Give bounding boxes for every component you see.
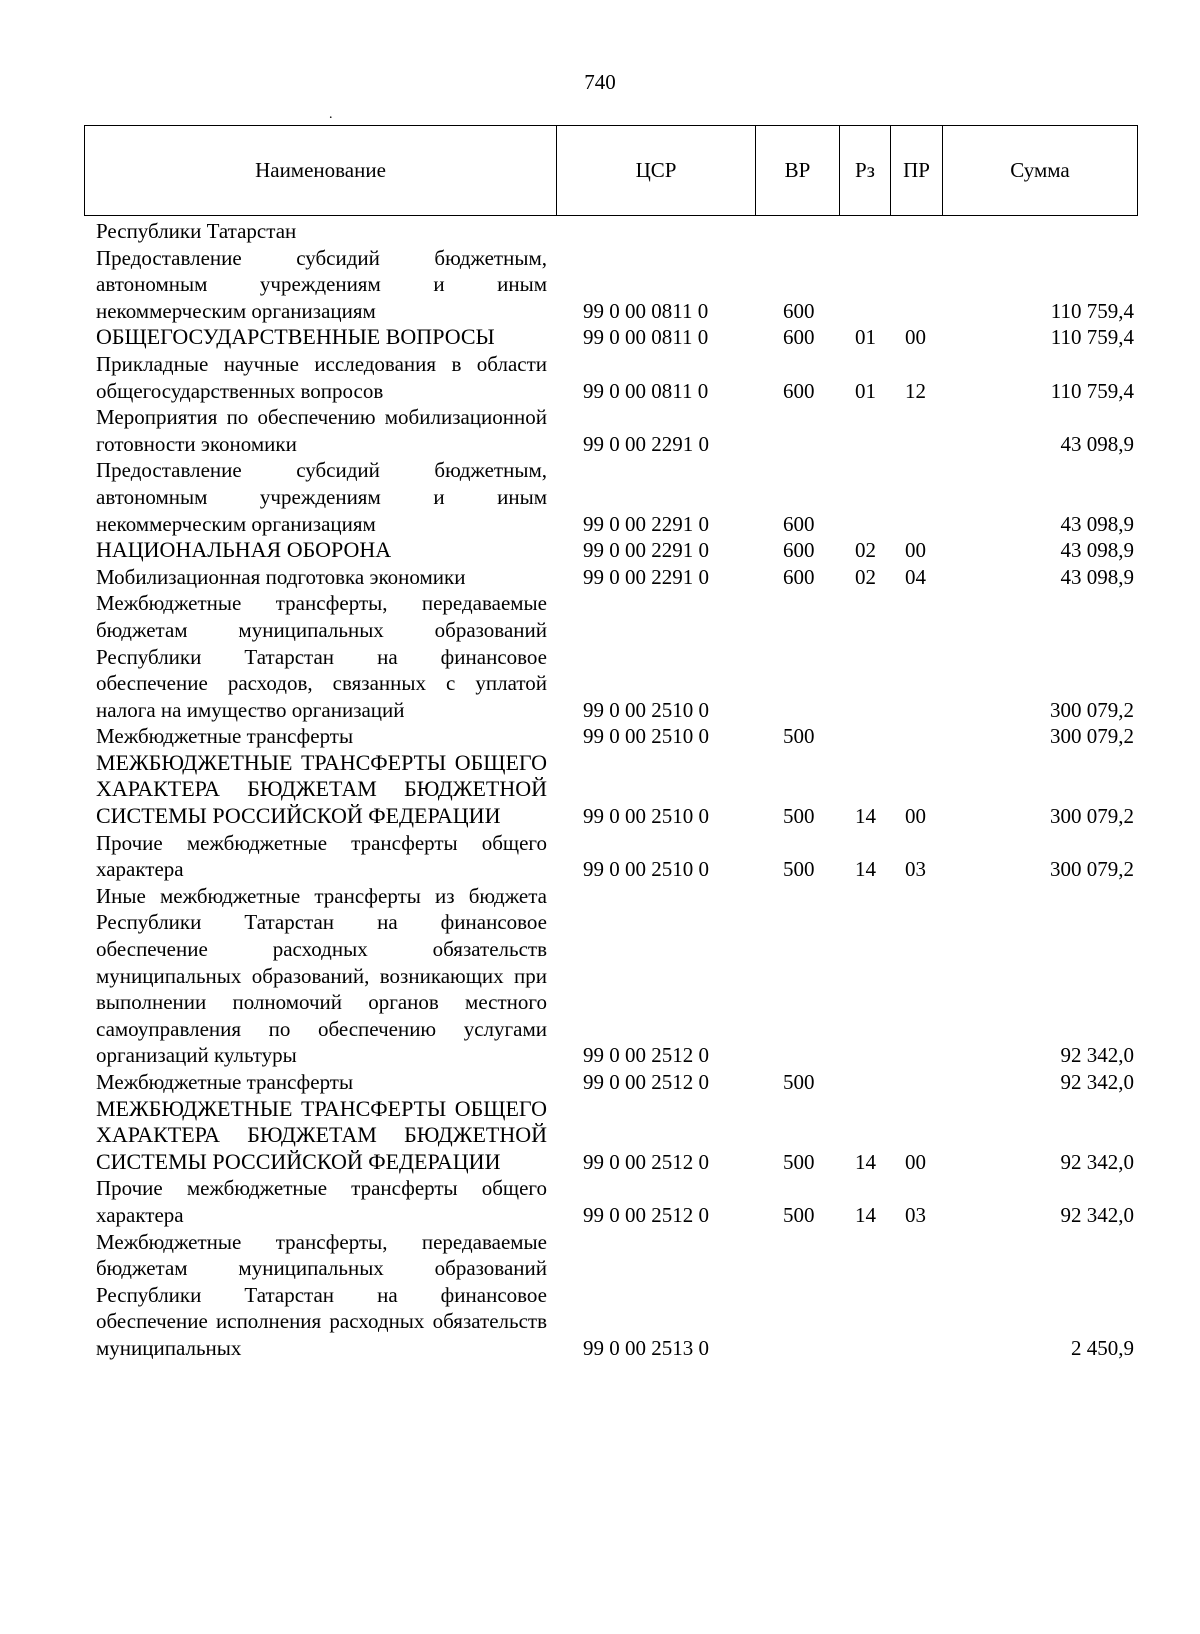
cell-vr: 600	[783, 378, 815, 403]
cell-vr: 500	[783, 1070, 815, 1094]
table-row	[96, 324, 1136, 351]
header-pr: ПР	[891, 126, 943, 215]
cell-rz: 02	[855, 564, 876, 589]
cell-csr: 99 0 00 2512 0	[583, 1070, 709, 1094]
header-vr: ВР	[756, 126, 840, 215]
cell-rz: 14	[855, 1149, 876, 1174]
cell-name: Мероприятия по обеспечению мобилизационной готовности экономики	[96, 405, 547, 456]
table-row	[96, 883, 1136, 1069]
header-rz: Рз	[840, 126, 891, 215]
cell-vr: 600	[783, 538, 815, 563]
cell-name: Предоставление субсидий бюджетным, автономным учреждениям и иным некоммерческим организациям	[96, 245, 547, 323]
cell-pr: 00	[905, 1149, 926, 1174]
table-row	[96, 1096, 1136, 1176]
cell-name: Мобилизационная подготовка экономики	[96, 564, 466, 589]
cell-name: Прочие межбюджетные трансферты общего характера	[96, 1176, 547, 1227]
table-row	[96, 564, 1136, 591]
cell-pr: 03	[905, 857, 926, 882]
cell-csr: 99 0 00 0811 0	[583, 325, 709, 350]
cell-vr: 600	[783, 511, 815, 536]
cell-name: Межбюджетные трансферты, передаваемые бюджетам муниципальных образований Республики Татарстан на финансовое обеспечение расходов, связанных с уплатой налога на имущество организаций	[96, 591, 547, 722]
cell-sum: 300 079,2	[1050, 697, 1134, 722]
cell-rz: 14	[855, 857, 876, 882]
table-row	[96, 830, 1136, 883]
table-row	[96, 245, 1136, 325]
cell-pr: 00	[905, 325, 926, 350]
cell-csr: 99 0 00 2291 0	[583, 511, 709, 536]
cell-sum: 43 098,9	[1060, 538, 1134, 563]
table-row	[96, 1069, 1136, 1096]
cell-pr: 00	[905, 538, 926, 563]
cell-vr: 600	[783, 298, 815, 323]
cell-rz: 02	[855, 538, 876, 563]
cell-sum: 300 079,2	[1050, 724, 1134, 749]
scan-dot: .	[329, 107, 333, 122]
cell-name: Прочие межбюджетные трансферты общего характера	[96, 830, 547, 882]
cell-sum: 300 079,2	[1050, 857, 1134, 882]
cell-name: Межбюджетные трансферты	[96, 724, 354, 749]
cell-vr: 500	[783, 1149, 815, 1174]
cell-csr: 99 0 00 2291 0	[583, 564, 709, 589]
cell-sum: 43 098,9	[1060, 431, 1134, 456]
table-row	[96, 351, 1136, 404]
cell-sum: 110 759,4	[1050, 298, 1134, 323]
cell-sum: 300 079,2	[1050, 804, 1134, 829]
cell-rz: 14	[855, 804, 876, 829]
table-row	[96, 537, 1136, 564]
cell-vr: 600	[783, 325, 815, 350]
table-row	[96, 590, 1136, 723]
cell-rz: 01	[855, 325, 876, 350]
cell-rz: 14	[855, 1202, 876, 1227]
cell-pr: 04	[905, 564, 926, 589]
cell-pr: 03	[905, 1202, 926, 1227]
table-header	[84, 125, 1138, 216]
cell-csr: 99 0 00 2291 0	[583, 431, 709, 456]
cell-sum: 2 450,9	[1071, 1335, 1134, 1360]
cell-vr: 500	[783, 724, 815, 749]
table-body	[96, 218, 1136, 1362]
header-name: Наименование	[85, 126, 557, 215]
cell-csr: 99 0 00 2510 0	[583, 724, 709, 749]
cell-sum: 92 342,0	[1060, 1149, 1134, 1174]
header-sum: Сумма	[1010, 158, 1070, 182]
cell-vr: 500	[783, 804, 815, 829]
cell-csr: 99 0 00 2512 0	[583, 1202, 709, 1227]
table-row	[96, 218, 1136, 245]
table-row	[96, 457, 1136, 537]
cell-sum: 110 759,4	[1050, 325, 1134, 350]
cell-rz: 01	[855, 378, 876, 403]
header-csr: ЦСР	[557, 126, 756, 215]
cell-pr: 12	[905, 378, 926, 403]
table-row	[96, 1229, 1136, 1362]
table-row	[96, 404, 1136, 457]
cell-sum: 43 098,9	[1060, 564, 1134, 589]
cell-csr: 99 0 00 0811 0	[583, 298, 709, 323]
table-row	[96, 1175, 1136, 1228]
cell-csr: 99 0 00 2512 0	[583, 1149, 709, 1174]
cell-name: Прикладные научные исследования в области общегосударственных вопросов	[96, 351, 547, 403]
cell-pr: 00	[905, 804, 926, 829]
table-row	[96, 750, 1136, 830]
cell-csr: 99 0 00 0811 0	[583, 378, 709, 403]
cell-sum: 43 098,9	[1060, 511, 1134, 536]
cell-vr: 500	[783, 1202, 815, 1227]
cell-csr: 99 0 00 2510 0	[583, 697, 709, 722]
cell-csr: 99 0 00 2291 0	[583, 538, 709, 563]
page-number: 740	[584, 70, 616, 94]
cell-name: МЕЖБЮДЖЕТНЫЕ ТРАНСФЕРТЫ ОБЩЕГО ХАРАКТЕРА БЮДЖЕТАМ БЮДЖЕТНОЙ СИСТЕМЫ РОССИЙСКОЙ ФЕДЕРАЦИИ	[96, 749, 547, 829]
cell-name: НАЦИОНАЛЬНАЯ ОБОРОНА	[96, 537, 392, 563]
cell-sum: 110 759,4	[1050, 378, 1134, 403]
cell-sum: 92 342,0	[1060, 1043, 1134, 1068]
cell-name: Межбюджетные трансферты, передаваемые бюджетам муниципальных образований Республики Татарстан на финансовое обеспечение исполнения расходных обязательств муниципальных	[96, 1229, 547, 1360]
table-row	[96, 723, 1136, 750]
cell-vr: 500	[783, 857, 815, 882]
cell-vr: 600	[783, 564, 815, 589]
cell-sum: 92 342,0	[1060, 1202, 1134, 1227]
cell-name: ОБЩЕГОСУДАРСТВЕННЫЕ ВОПРОСЫ	[96, 324, 495, 350]
cell-name: Межбюджетные трансферты	[96, 1070, 354, 1094]
cell-name: МЕЖБЮДЖЕТНЫЕ ТРАНСФЕРТЫ ОБЩЕГО ХАРАКТЕРА БЮДЖЕТАМ БЮДЖЕТНОЙ СИСТЕМЫ РОССИЙСКОЙ ФЕДЕРАЦИИ	[96, 1095, 547, 1174]
cell-csr: 99 0 00 2512 0	[583, 1043, 709, 1068]
cell-sum: 92 342,0	[1060, 1070, 1134, 1094]
cell-name: Предоставление субсидий бюджетным, автономным учреждениям и иным некоммерческим организациям	[96, 458, 547, 536]
cell-csr: 99 0 00 2513 0	[583, 1335, 709, 1360]
cell-name: Республики Татарстан	[96, 219, 297, 243]
cell-csr: 99 0 00 2510 0	[583, 804, 709, 829]
cell-name: Иные межбюджетные трансферты из бюджета Республики Татарстан на финансовое обеспечение расходных обязательств муниципальных образований, возникающих при выполнении полномочий органов местного самоуправления по обеспечению услугами организаций культуры	[96, 883, 547, 1068]
cell-csr: 99 0 00 2510 0	[583, 857, 709, 882]
